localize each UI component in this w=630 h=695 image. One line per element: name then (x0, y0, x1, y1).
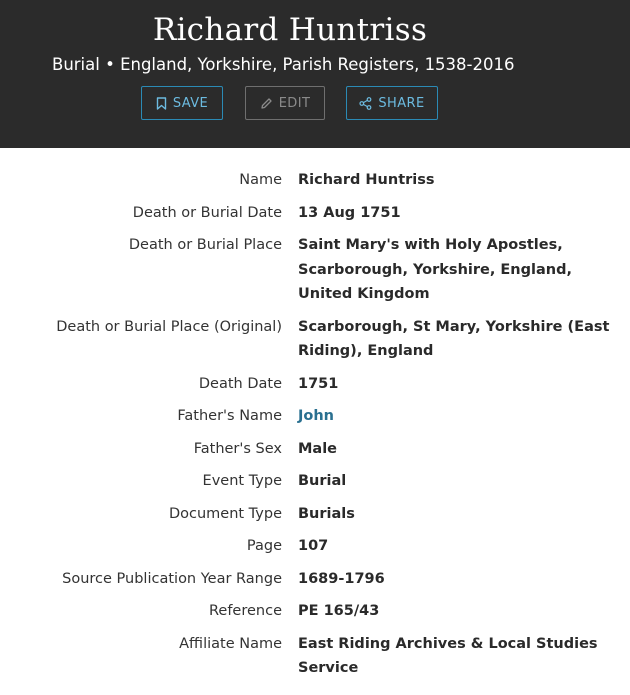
save-button[interactable] (141, 86, 223, 120)
detail-label: Name (239, 172, 282, 188)
detail-label: Death Date (198, 375, 282, 392)
share-button[interactable] (346, 86, 438, 120)
detail-row-fathers-name (0, 404, 630, 429)
share-icon (359, 97, 372, 110)
detail-row-affiliate (0, 632, 630, 681)
detail-value: PE 165/43 (298, 603, 380, 619)
detail-row-death-date (0, 201, 630, 226)
detail-label: Affiliate Name (179, 635, 282, 652)
detail-row-fathers-sex (0, 437, 630, 462)
detail-row-page (0, 534, 630, 559)
detail-label: Father's Sex (193, 440, 282, 457)
detail-label: Event Type (202, 473, 282, 489)
bookmark-icon (156, 97, 167, 110)
detail-value: Burial (298, 473, 347, 489)
detail-label: Reference (208, 603, 282, 619)
detail-value: 13 Aug 1751 (298, 204, 401, 221)
detail-row-reference (0, 599, 630, 624)
detail-value: East Riding Archives & Local Studies Service (298, 635, 598, 676)
fathers-name-link[interactable]: John (298, 408, 335, 424)
detail-label: Document Type (168, 505, 282, 522)
detail-label: Death or Burial Place (128, 237, 282, 253)
detail-value: 1689-1796 (298, 570, 385, 587)
pencil-icon (260, 97, 273, 110)
detail-row-death-year (0, 372, 630, 397)
record-details (0, 168, 630, 689)
detail-label: Source Publication Year Range (62, 570, 282, 587)
detail-value: Burials (298, 505, 355, 522)
detail-value: 1751 (298, 375, 339, 392)
share-label: SHARE (378, 95, 425, 111)
detail-row-year-range (0, 567, 630, 592)
detail-value: Scarborough, St Mary, Yorkshire (East Riding), England (298, 318, 610, 359)
edit-button[interactable] (245, 86, 325, 120)
detail-label: Death or Burial Date (132, 204, 282, 221)
detail-row-burial-place (0, 233, 630, 307)
page-title: Richard Huntriss (152, 12, 428, 48)
detail-row-document-type (0, 502, 630, 527)
save-label: SAVE (172, 95, 209, 111)
detail-row-burial-place-original (0, 315, 630, 364)
detail-row-event-type (0, 469, 630, 494)
detail-label: Page (246, 538, 282, 554)
record-subtitle: Burial • England, Yorkshire, Parish Registers, 1538-2016 (52, 55, 515, 74)
edit-label: EDIT (278, 95, 311, 111)
detail-value: Saint Mary's with Holy Apostles, Scarborough, Yorkshire, England, United Kingdom (298, 237, 572, 302)
detail-value: Male (298, 440, 338, 457)
record-header (0, 0, 630, 148)
detail-row-name (0, 168, 630, 193)
detail-value: Richard Huntriss (298, 172, 435, 188)
detail-label: Father's Name (177, 408, 282, 424)
detail-label: Death or Burial Place (Original) (56, 318, 282, 335)
detail-value: 107 (298, 538, 329, 554)
